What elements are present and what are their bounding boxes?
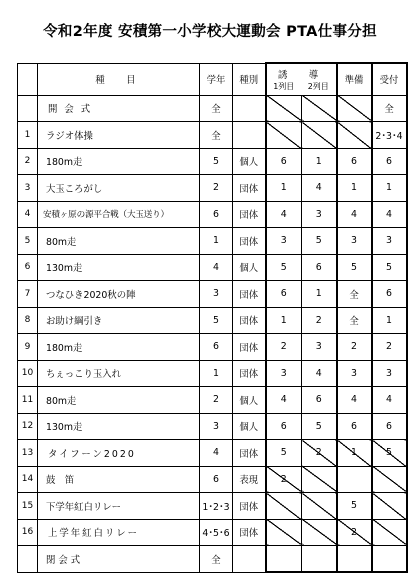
prep-cell: 5 — [337, 493, 372, 520]
guide-row1-cell: 4 — [266, 387, 302, 414]
prep-cell: 4 — [337, 387, 372, 414]
guide-row1-cell — [266, 122, 302, 149]
category-cell: 個人 — [233, 413, 266, 440]
guide-row2-cell: 4 — [302, 175, 337, 202]
event-name: つなひき2020秋の陣 — [38, 281, 200, 308]
category-cell: 団体 — [233, 175, 266, 202]
guide-row1-cell: 5 — [266, 254, 302, 281]
category-cell: 団体 — [233, 519, 266, 546]
guide-row2-cell — [302, 122, 337, 149]
row-number: 13 — [18, 440, 38, 467]
reception-cell — [372, 466, 407, 493]
table-row — [18, 95, 407, 122]
header-grade: 学年 — [200, 63, 233, 95]
table-row — [18, 307, 407, 334]
event-name: 180m走 — [38, 148, 200, 175]
guide-row2-cell: 1 — [302, 281, 337, 308]
row-number: 3 — [18, 175, 38, 202]
prep-cell — [337, 122, 372, 149]
prep-cell: 2 — [337, 519, 372, 546]
guide-row2-cell — [302, 519, 337, 546]
grade-cell: 6 — [200, 466, 233, 493]
row-number: 8 — [18, 307, 38, 334]
grade-cell: 全 — [200, 122, 233, 149]
reception-cell: 5 — [372, 440, 407, 467]
table-row — [18, 122, 407, 149]
reception-cell — [372, 493, 407, 520]
category-cell: 団体 — [233, 201, 266, 228]
prep-cell — [337, 466, 372, 493]
prep-cell: 2 — [337, 334, 372, 361]
header-reception: 受付 — [372, 63, 407, 95]
event-name: 80m走 — [38, 228, 200, 255]
event-name: 130m走 — [38, 413, 200, 440]
row-number: 10 — [18, 360, 38, 387]
row-number: 2 — [18, 148, 38, 175]
guide-row2-cell — [302, 493, 337, 520]
prep-cell — [337, 546, 372, 573]
prep-cell: 6 — [337, 413, 372, 440]
grade-cell: 2 — [200, 387, 233, 414]
guide-row2-cell: 4 — [302, 360, 337, 387]
guide-row2-cell: 3 — [302, 334, 337, 361]
row-number: 16 — [18, 519, 38, 546]
reception-cell — [372, 519, 407, 546]
grade-cell: 1 — [200, 360, 233, 387]
grade-cell: 2 — [200, 175, 233, 202]
table-row — [18, 546, 407, 573]
row-number: 5 — [18, 228, 38, 255]
table-row — [18, 334, 407, 361]
header-no — [18, 63, 38, 95]
guide-row1-cell: 2 — [266, 334, 302, 361]
row-number: 4 — [18, 201, 38, 228]
row-number: 1 — [18, 122, 38, 149]
row-number: 12 — [18, 413, 38, 440]
guide-row1-cell: 5 — [266, 440, 302, 467]
guide-row1-cell — [266, 493, 302, 520]
header-guide-row1: 1列目 — [273, 81, 295, 91]
guide-row2-cell: 6 — [302, 254, 337, 281]
header-event: 種 目 — [38, 63, 200, 95]
event-name: 80m走 — [38, 387, 200, 414]
table-row — [18, 148, 407, 175]
category-cell: 団体 — [233, 307, 266, 334]
row-number: 14 — [18, 466, 38, 493]
table-row — [18, 440, 407, 467]
event-name: ちぇっこり玉入れ — [38, 360, 200, 387]
grade-cell: 4･5･6 — [200, 519, 233, 546]
event-name: お助け綱引き — [38, 307, 200, 334]
grade-cell: 1 — [200, 228, 233, 255]
event-name: ラジオ体操 — [38, 122, 200, 149]
prep-cell: 1 — [337, 175, 372, 202]
guide-row2-cell: 1 — [302, 148, 337, 175]
guide-row1-cell — [266, 546, 302, 573]
guide-row1-cell: 3 — [266, 228, 302, 255]
guide-row1-cell: 4 — [266, 201, 302, 228]
guide-row2-cell: 5 — [302, 413, 337, 440]
category-cell: 団体 — [233, 228, 266, 255]
category-cell: 個人 — [233, 254, 266, 281]
row-number — [18, 95, 38, 122]
header-prep: 準備 — [337, 63, 372, 95]
row-number: 7 — [18, 281, 38, 308]
category-cell: 団体 — [233, 281, 266, 308]
prep-cell: 6 — [337, 148, 372, 175]
row-number: 6 — [18, 254, 38, 281]
guide-row1-cell: 1 — [266, 307, 302, 334]
prep-cell — [337, 95, 372, 122]
table-row — [18, 175, 407, 202]
event-name: 大玉ころがし — [38, 175, 200, 202]
table-row — [18, 519, 407, 546]
table-row — [18, 281, 407, 308]
prep-cell: 全 — [337, 281, 372, 308]
category-cell — [233, 95, 266, 122]
guide-row2-cell: 5 — [302, 228, 337, 255]
prep-cell: 3 — [337, 228, 372, 255]
guide-row1-cell: 6 — [266, 148, 302, 175]
header-guide — [266, 63, 337, 95]
guide-row2-cell: 2 — [302, 440, 337, 467]
grade-cell: 4 — [200, 254, 233, 281]
guide-row1-cell: 3 — [266, 360, 302, 387]
grade-cell: 4 — [200, 440, 233, 467]
guide-row2-cell: 2 — [302, 307, 337, 334]
grade-cell: 6 — [200, 201, 233, 228]
guide-row1-cell: 2 — [266, 466, 302, 493]
guide-row2-cell: 6 — [302, 387, 337, 414]
row-number: 11 — [18, 387, 38, 414]
event-name: 鼓 笛 — [38, 466, 200, 493]
reception-cell: 1 — [372, 175, 407, 202]
prep-cell: 全 — [337, 307, 372, 334]
reception-cell: 3 — [372, 360, 407, 387]
guide-row1-cell: 6 — [266, 413, 302, 440]
grade-cell: 全 — [200, 546, 233, 573]
grade-cell: 1･2･3 — [200, 493, 233, 520]
table-row — [18, 466, 407, 493]
reception-cell: 2･3･4 — [372, 122, 407, 149]
guide-row2-cell — [302, 546, 337, 573]
event-name: 180m走 — [38, 334, 200, 361]
guide-row1-cell — [266, 95, 302, 122]
table-row — [18, 201, 407, 228]
reception-cell: 1 — [372, 307, 407, 334]
prep-cell: 4 — [337, 201, 372, 228]
prep-cell: 3 — [337, 360, 372, 387]
event-name: 上学年紅白リレー — [38, 519, 200, 546]
table-row — [18, 493, 407, 520]
prep-cell: 5 — [337, 254, 372, 281]
reception-cell: 全 — [372, 95, 407, 122]
event-name: 閉 会 式 — [38, 546, 200, 573]
event-name: 安積ヶ原の源平合戦（大玉送り） — [38, 201, 200, 228]
event-name: 開 会 式 — [38, 95, 200, 122]
category-cell: 個人 — [233, 148, 266, 175]
category-cell: 団体 — [233, 440, 266, 467]
event-name: タイフーン2020 — [38, 440, 200, 467]
grade-cell: 6 — [200, 334, 233, 361]
category-cell — [233, 546, 266, 573]
grade-cell: 3 — [200, 413, 233, 440]
category-cell: 団体 — [233, 360, 266, 387]
category-cell: 団体 — [233, 493, 266, 520]
reception-cell: 6 — [372, 148, 407, 175]
header-guide-row2: 2列目 — [307, 81, 329, 91]
reception-cell: 6 — [372, 281, 407, 308]
row-number: 15 — [18, 493, 38, 520]
duty-assignment-table — [17, 62, 408, 573]
table-row — [18, 360, 407, 387]
header-guide-label: 誘 導 — [277, 69, 325, 81]
row-number — [18, 546, 38, 573]
reception-cell: 6 — [372, 413, 407, 440]
table-row — [18, 228, 407, 255]
grade-cell: 5 — [200, 307, 233, 334]
table-row — [18, 413, 407, 440]
table-row — [18, 387, 407, 414]
header-category: 種別 — [233, 63, 266, 95]
guide-row2-cell — [302, 466, 337, 493]
guide-row2-cell: 3 — [302, 201, 337, 228]
grade-cell: 3 — [200, 281, 233, 308]
event-name: 130m走 — [38, 254, 200, 281]
guide-row1-cell: 6 — [266, 281, 302, 308]
grade-cell: 5 — [200, 148, 233, 175]
page-title: 令和2年度 安積第一小学校大運動会 PTA仕事分担 — [43, 24, 377, 40]
reception-cell — [372, 546, 407, 573]
category-cell: 団体 — [233, 334, 266, 361]
reception-cell: 4 — [372, 387, 407, 414]
prep-cell: 1 — [337, 440, 372, 467]
reception-cell: 4 — [372, 201, 407, 228]
reception-cell: 5 — [372, 254, 407, 281]
row-number: 9 — [18, 334, 38, 361]
category-cell: 表現 — [233, 466, 266, 493]
grade-cell: 全 — [200, 95, 233, 122]
reception-cell: 3 — [372, 228, 407, 255]
table-row — [18, 254, 407, 281]
event-name: 下学年紅白リレー — [38, 493, 200, 520]
guide-row2-cell — [302, 95, 337, 122]
guide-row1-cell: 1 — [266, 175, 302, 202]
category-cell — [233, 122, 266, 149]
header-row — [18, 63, 407, 95]
category-cell: 個人 — [233, 387, 266, 414]
guide-row1-cell — [266, 519, 302, 546]
reception-cell: 2 — [372, 334, 407, 361]
